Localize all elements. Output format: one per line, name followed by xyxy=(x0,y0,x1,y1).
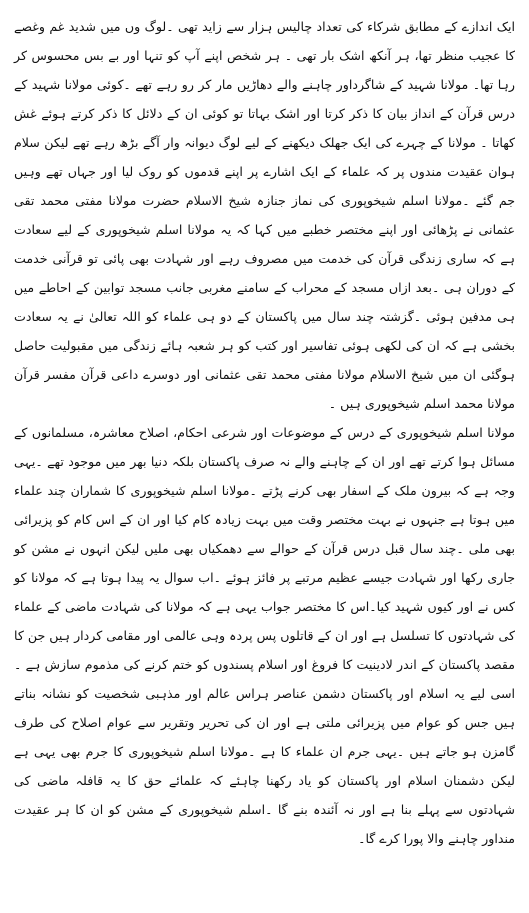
article-paragraph-1: ایک اندازے کے مطابق شرکاء کی تعداد چالیس ہزار سے زاید تھی ۔لوگ وں میں شدید غم وغصے کا عجیب منظر تھا، ہر آنکھ اشک بار تھی ۔ ہر شخص اپنے آپ کو تنہا اور بے بس محسوس کر رہا تھا۔ مولانا شہید کے شاگرداور چاہنے والے دھاڑیں مار کر رو رہے تھے ۔کوئی مولانا شہید کے درس قرآن کے انداز بیان کا ذکر کرتا اور اشک بہاتا تو کوئی ان کے دلائل کا ذکر کرتے ہوئے غش کھاتا ۔ مولانا کے چہرے کی ایک جھلک دیکھنے کے لیے لوگ دیوانہ وار آگے بڑھ رہے تھے لیکن سلام ہوان عقیدت مندوں پر کہ علماء کے ایک اشارے پر اپنے قدموں کو روک لیا اور جہاں تھے وہیں جم گئے ۔مولانا اسلم شیخوپوری کی نماز جنازہ شیخ الاسلام حضرت مولانا مفتی محمد تقی عثمانی نے پڑھائی اور اپنے مختصر خطبے میں کہا کہ یہ مولانا اسلم شیخوپوری کے لیے سعادت ہے کہ ساری زندگی قرآن کی خدمت میں مصروف رہے اور شہادت بھی پائی تو قرآنی خدمت کے دوران ہی ۔بعد ازاں مسجد کے محراب کے سامنے مغربی جانب مسجد توابین کے احاطے میں ہی مدفین ہوئی ۔گزشتہ چند سال میں پاکستان کے دو ہی علماء کو اللہ تعالیٰ نے یہ سعادت بخشی ہے کہ ان کی لکھی ہوئی تفاسیر اور کتب کو ہر شعبہ ہائے زندگی میں مقبولیت حاصل ہوگئی ان میں شیخ الاسلام مولانا مفتی محمد تقی عثمانی اور دوسرے داعی قرآن مفسر قرآن مولانا محمد اسلم شیخوپوری ہیں ۔ xyxy=(14,19,515,411)
article-paragraph-2: مولانا اسلم شیخوپوری کے درس کے موضوعات اور شرعی احکام، اصلاح معاشرہ، مسلمانوں کے مسائل ہوا کرتے تھے اور ان کے چاہنے والے نہ صرف پاکستان بلکہ دنیا بھر میں موجود تھے ۔یہی وجہ ہے کہ بیرون ملک کے اسفار بھی کرنے پڑتے ۔مولانا اسلم شیخوپوری کا شماران چند علماء میں ہوتا ہے جنہوں نے بہت مختصر وقت میں بہت زیادہ کام کیا اور ان کے اس کام کو پزیرائی بھی ملی ۔چند سال قبل درس قرآن کے حوالے سے دھمکیاں بھی ملیں لیکن انہوں نے مشن کو جاری رکھا اور شہادت جیسے عظیم مرتبے پر فائز ہوئے ۔اب سوال یہ پیدا ہوتا ہے کہ مولانا کو کس نے اور کیوں شہید کیا۔اس کا مختصر جواب یہی ہے کہ مولانا کی شہادت ماضی کے علماء کی شہادتوں کا تسلسل ہے اور ان کے قاتلوں پس پردہ وہی عالمی اور مقامی کردار ہیں جن کا مقصد پاکستان کے اندر لادینیت کا فروغ اور اسلام پسندوں کو ختم کرنے کی مذموم سازش ہے ۔اسی لیے یہ اسلام اور پاکستان دشمن عناصر ہراس عالم اور مذہبی شخصیت کو نشانہ بناتے ہیں جس کو عوام میں پزیرائی ملتی ہے اور ان کی تحریر وتقریر سے عوام اصلاح کی طرف گامزن ہو جاتے ہیں ۔یہی جرم ان علماء کا ہے ۔مولانا اسلم شیخوپوری کا جرم بھی یہی ہے لیکن دشمنان اسلام اور پاکستان کو یاد رکھنا چاہئے کہ علمائے حق کا یہ قافلہ ماضی کی شہادتوں سے پہلے بنا ہے اور نہ آئندہ بنے گا ۔اسلم شیخوپوری کے مشن کو ان کا ہر عقیدت منداور چاہنے والا پورا کرے گا۔ xyxy=(14,425,515,846)
